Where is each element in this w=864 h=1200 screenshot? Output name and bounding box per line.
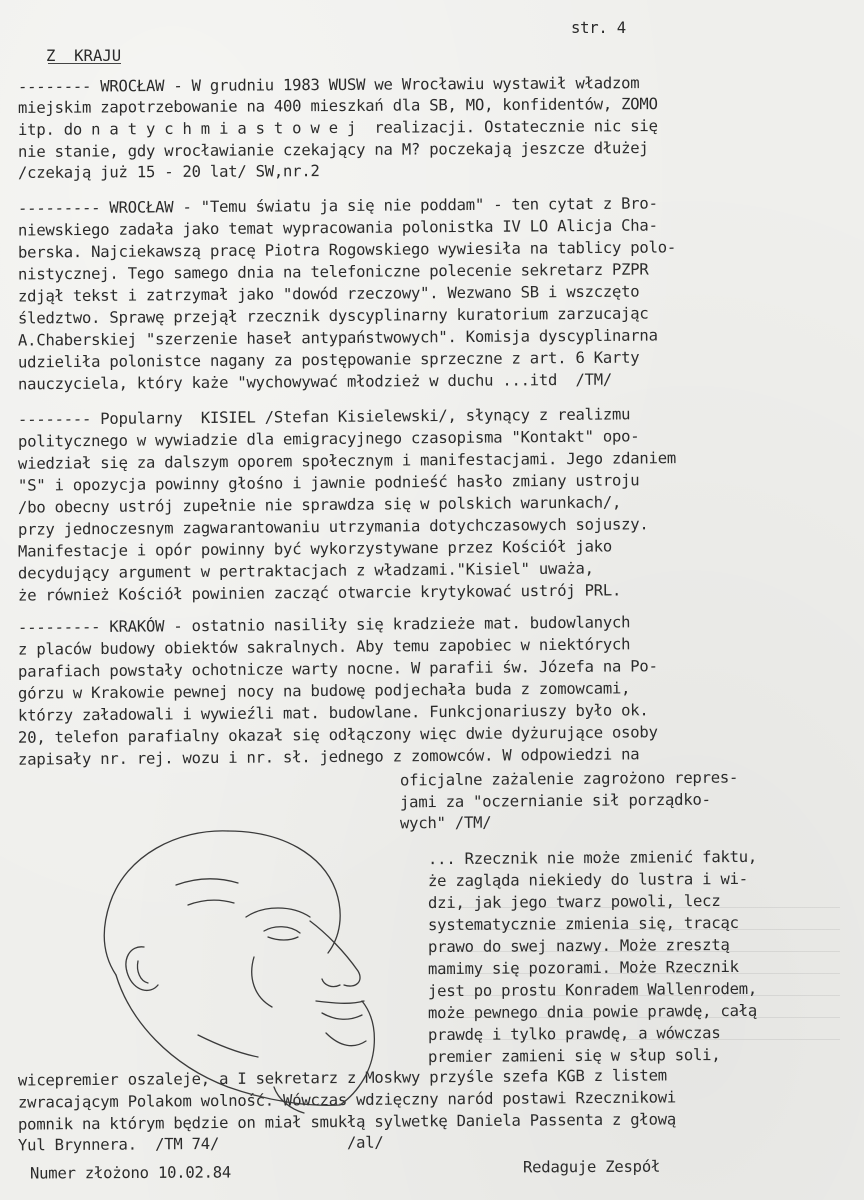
text-line: 20, telefon parafialny okazał się odłączony więc dwie dyżurujące osoby <box>17 723 658 747</box>
text-line: górzu w Krakowie pewnej nocy na budowę podjechała buda z zomowcami, <box>17 679 631 703</box>
section-title: Z KRAJU <box>46 47 122 65</box>
caricature-drawing <box>78 825 413 1115</box>
text-line: oficjalne zażalenie zagrożono repres- <box>399 768 739 790</box>
footer-editors: Redaguje Zespół <box>522 1157 661 1177</box>
text-line: prawdę i tylko prawdę, a wówczas <box>427 1023 721 1045</box>
nose <box>310 921 360 986</box>
text-line: jami za "oczernianie sił porządko- <box>399 790 711 812</box>
text-line: wiedział się za dalszym oporem społecznym i manifestacjami. Jego zdaniem <box>17 449 677 473</box>
text-line: decydujący argument w pertraktacjach z władzami."Kisiel" uważa, <box>17 559 594 583</box>
text-line: --------- WROCŁAW - "Temu światu ja się nie poddam" - ten cytat z Bro- <box>17 194 658 218</box>
text-line: zapisały nr. rej. wozu i nr. sł. jednego z zomowców. W odpowiedzi na <box>17 745 640 769</box>
head-outline <box>104 831 228 975</box>
text-line: /bo obecny ustrój zupełnie nie sprawdza się w polskich warunkach/, <box>17 493 622 517</box>
text-line: że zagląda niekiedy do lustra i wi- <box>427 869 748 891</box>
neck <box>274 1087 304 1113</box>
forehead-line <box>228 831 340 953</box>
text-line: premier zamieni się w słup soli, <box>427 1045 721 1067</box>
text-line: wych" /TM/ <box>399 813 492 833</box>
wrinkle-1 <box>176 879 238 885</box>
eye-lower <box>268 937 298 940</box>
text-line: ... Rzecznik nie może zmienić faktu, <box>427 847 758 869</box>
text-line: nauczyciela, który każe "wychowywać młodzież w duchu ...itd /TM/ <box>17 370 613 394</box>
chin <box>326 1033 366 1046</box>
text-line: z placów budowy obiektów sakralnych. Aby temu zapobiec w niektórych <box>17 635 631 659</box>
text-line: nie stanie, gdy wrocławianie czekający na M? poczekają jeszcze dłużej <box>17 139 649 161</box>
text-line: Manifestacje i opór powinny być wykorzystywane przez Kościół jako <box>17 537 613 561</box>
text-line: którzy załadowali i wywieźli mat. budowlane. Funkcjonariuszy było ok. <box>17 701 649 725</box>
text-line: że również Kościół powinien zacząć otwarcie krytykować ustrój PRL. <box>17 581 622 605</box>
text-line: zwracającym Polakom wolność. Wówczas wdzięczny naród postawi Rzecznikowi <box>17 1088 677 1112</box>
text-line: Yul Brynnera. /TM 74/ /al/ <box>17 1133 384 1155</box>
text-line: parafiach powstały ochotnicze warty nocne. W parafii św. Józefa na Po- <box>17 657 658 681</box>
text-line: itp. do n a t y c h m i a s t o w e j realizacji. Ostatecznie nic się <box>17 117 658 139</box>
text-line: zdjął tekst i zatrzymał jako "dowód rzeczowy". Wezwano SB i wszczęto <box>17 282 640 306</box>
text-line: prawo do swej nazwy. Może zresztą <box>427 935 730 957</box>
text-line: -------- Popularny KISIEL /Stefan Kisielewski/, słynący z realizmu <box>17 405 631 429</box>
wrinkle-2 <box>188 900 234 905</box>
cheek <box>252 957 272 1007</box>
text-line: miejskim zapotrzebowanie na 400 mieszkań dla SB, MO, konfidentów, ZOMO <box>17 95 658 117</box>
text-line: dzi, jak jego twarz powoli, lecz <box>427 891 721 913</box>
ear-inner <box>137 961 148 983</box>
mustache-mouth <box>316 1001 364 1003</box>
text-line: berska. Najciekawszą pracę Piotra Rogowskiego wywiesiła na tablicy polo- <box>17 238 677 262</box>
text-line: systematycznie zmienia się, tracąc <box>427 913 739 935</box>
text-line: pomnik na którym będzie on miał smukłą sylwetkę Daniela Passenta z głową <box>17 1110 677 1134</box>
nostril <box>322 979 340 987</box>
text-line: mamimy się pozorami. Może Rzecznik <box>427 957 739 979</box>
text-line: udzieliła polonistce nagany za postępowanie sprzeczne z art. 6 Karty <box>17 348 640 372</box>
lips <box>322 1013 362 1019</box>
text-line: --------- KRAKÓW - ostatnio nasiliły się kradzieże mat. budowlanych <box>17 613 631 637</box>
text-line: politycznego w wywiadzie dla emigracyjnego czasopisma "Kontakt" opo- <box>17 427 640 451</box>
brow <box>246 908 310 917</box>
hatch <box>198 1035 258 1057</box>
text-line: jest po prostu Konradem Wallenrodem, <box>427 979 758 1001</box>
text-line: może pewnego dnia powie prawdę, całą <box>427 1001 758 1023</box>
text-line: przy jednoczesnym zagwarantowaniu utrzymania dotychczasowych sojuszy. <box>17 515 649 539</box>
text-line: śledztwo. Sprawę przejął rzecznik dyscyplinarny kuratorium zarzucając <box>17 304 649 328</box>
ear <box>126 947 158 991</box>
text-line: nistycznej. Tego samego dnia na telefoniczne polecenie sekretarz PZPR <box>17 260 649 284</box>
text-line: "S" i opozycja powinny głośno i jawnie podnieść hasło zmiany ustroju <box>17 471 640 495</box>
footer-composed-date: Numer złożono 10.02.84 <box>29 1163 232 1183</box>
text-line: niewskiego zadała jako temat wypracowania polonistka IV LO Alicja Cha- <box>17 216 658 240</box>
text-line: A.Chaberskiej "szerzenie haseł antypaństwowych". Komisja dyscyplinarna <box>17 326 658 350</box>
back-of-head <box>116 975 340 1105</box>
eye <box>264 927 300 933</box>
page-number: str. 4 <box>571 19 626 37</box>
text-line: -------- WROCŁAW - W grudniu 1983 WUSW we Wrocławiu wystawił władzom <box>17 74 640 96</box>
text-line: wicepremier oszaleje, a I sekretarz z Moskwy przyśle szefa KGB z listem <box>17 1066 667 1090</box>
text-line: /czekają już 15 - 20 lat/ SW,nr.2 <box>17 162 320 182</box>
